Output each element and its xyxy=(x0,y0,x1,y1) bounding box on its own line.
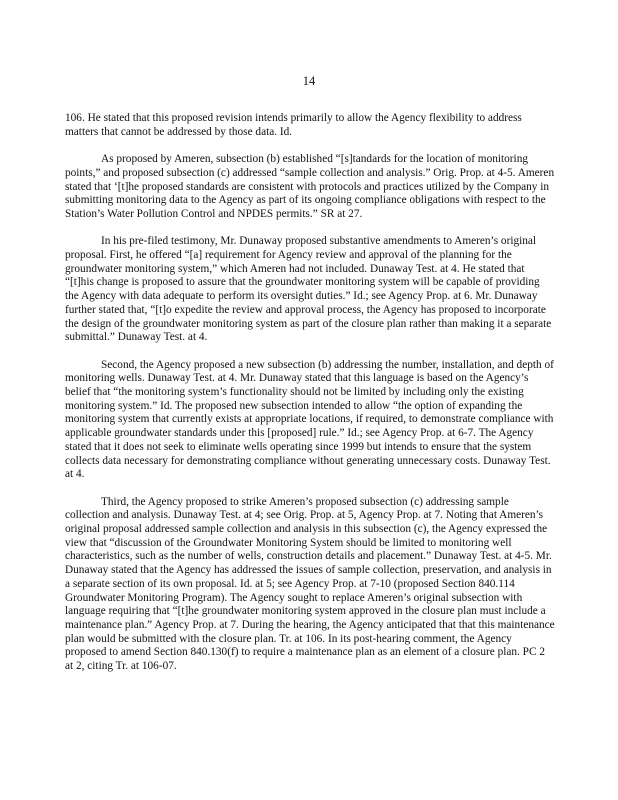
paragraph-4: Second, the Agency proposed a new subsection (b) addressing the number, installation, and depth of monitoring wells. Dunaway Test. at 4. Mr. Dunaway stated that this language is based on the Agency’s belief that “the monitoring system’s functionality should not be limited by including only the existing monitoring system.” Id. The proposed new subsection intended to allow “the option of expanding the monitoring system that currently exists at appropriate locations, if required, to demonstrate compliance with applicable groundwater standards under this [proposed] rule.” Id.; see Agency Prop. at 6-7. The Agency stated that it does not seek to eliminate wells operating since 1999 but intends to ensure that the system collects data necessary for demonstrating compliance without generating unnecessary costs. Dunaway Test. at 4. xyxy=(65,358,554,481)
paragraph-1: 106. He stated that this proposed revision intends primarily to allow the Agency flexibility to address matters that cannot be addressed by those data. Id. xyxy=(65,112,522,138)
paragraph-2: As proposed by Ameren, subsection (b) established “[s]tandards for the location of monitoring points,” and proposed subsection (c) addressed “sample collection and analysis.” Orig. Prop. at 4-5. Ameren stated that ‘[t]he proposed standards are consistent with protocols and practices utilized by the Company in submitting monitoring data to the Agency as part of its ongoing compliance obligations with respect to the Station’s Water Pollution Control and NPDES permits.” SR at 27. xyxy=(65,153,555,220)
page-number: 14 xyxy=(302,74,316,88)
paragraph-3: In his pre-filed testimony, Mr. Dunaway proposed substantive amendments to Ameren’s original proposal. First, he offered “[a] requirement for Agency review and approval of the planning for the groundwater monitoring system,” which Ameren had not included. Dunaway Test. at 4. He stated that “[t]his change is proposed to assure that the groundwater monitoring system will be capable of providing the Agency with data adequate to perform its oversight duties.” Id.; see Agency Prop. at 6. Mr. Dunaway further stated that, “[t]o expedite the review and approval process, the Agency has proposed to incorporate the design of the groundwater monitoring system as part of the closure plan rather than making it a separate submittal.” Dunaway Test. at 4. xyxy=(65,235,552,344)
paragraph-5: Third, the Agency proposed to strike Ameren’s proposed subsection (c) addressing sample collection and analysis. Dunaway Test. at 4; see Orig. Prop. at 5, Agency Prop. at 7. Noting that Ameren’s original proposal addressed sample collection and analysis in this subsection (c), the Agency expressed the view that “discussion of the Groundwater Monitoring System should be limited to monitoring well characteristics, such as the number of wells, construction details and placement.” Dunaway Test. at 4-5. Mr. Dunaway stated that the Agency has addressed the issues of sample collection, preservation, and analysis in a separate section of its own proposal. Id. at 5; see Agency Prop. at 7-10 (proposed Section 840.114 Groundwater Monitoring Program). The Agency sought to replace Ameren’s original subsection with language requiring that “[t]he groundwater monitoring system approved in the closure plan must include a maintenance plan.” Agency Prop. at 7. During the hearing, the Agency anticipated that that this maintenance plan would be submitted with the closure plan. Tr. at 106. In its post-hearing comment, the Agency proposed to amend Section 840.130(f) to require a maintenance plan as an element of a closure plan. PC 2 at 2, citing Tr. at 106-07. xyxy=(65,495,555,673)
document-body xyxy=(65,112,555,687)
